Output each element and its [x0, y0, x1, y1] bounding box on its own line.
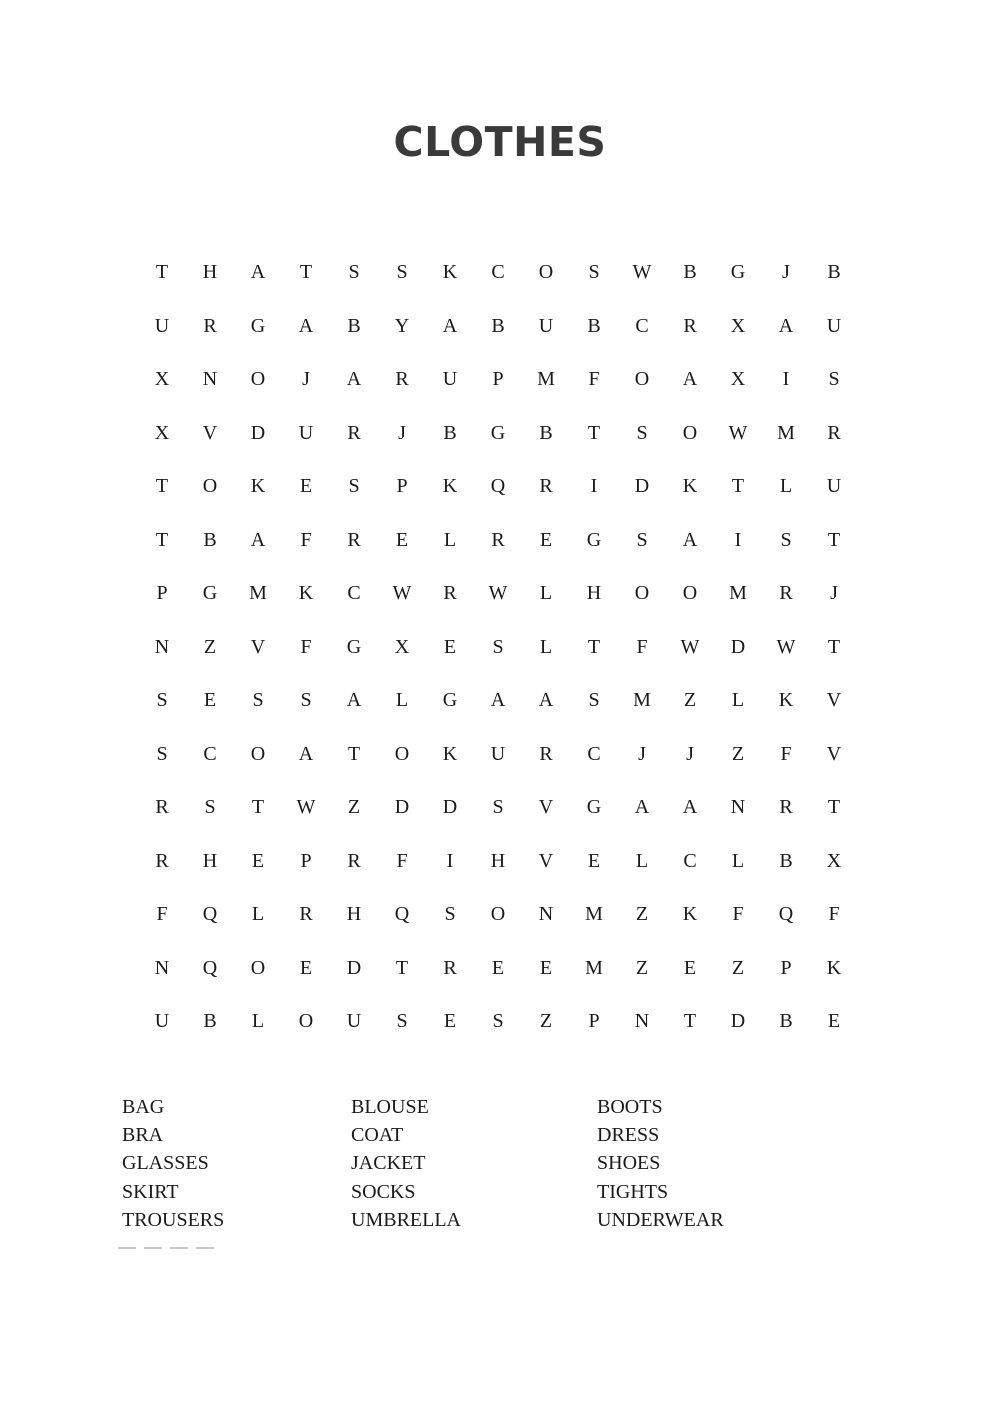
grid-cell[interactable]: E [683, 956, 697, 979]
grid-cell[interactable]: T [347, 742, 361, 765]
grid-cell[interactable]: R [683, 314, 697, 337]
grid-cell[interactable]: L [539, 635, 553, 658]
grid-cell[interactable]: O [250, 368, 266, 391]
grid-cell[interactable]: M [537, 368, 555, 391]
grid-cell[interactable]: A [778, 314, 794, 337]
grid-cell[interactable]: V [826, 742, 842, 765]
grid-cell[interactable]: R [155, 796, 169, 819]
word-list-item: SHOES [597, 1152, 661, 1175]
grid-cell[interactable]: T [251, 796, 265, 819]
grid-cell[interactable]: D [634, 475, 650, 498]
grid-cell[interactable]: N [154, 635, 170, 658]
grid-cell[interactable]: N [538, 903, 554, 926]
grid-cell[interactable]: R [443, 956, 457, 979]
word-list-item: BRA [122, 1124, 164, 1147]
grid-cell[interactable]: S [588, 689, 600, 712]
grid-cell[interactable]: S [636, 528, 648, 551]
grid-cell[interactable]: T [155, 475, 169, 498]
grid-cell[interactable]: U [826, 475, 842, 498]
grid-cell[interactable]: A [250, 261, 266, 284]
grid-cell[interactable]: O [682, 582, 698, 605]
grid-cell[interactable]: F [636, 635, 648, 658]
grid-cell[interactable]: S [636, 421, 648, 444]
grid-cell[interactable]: O [202, 475, 218, 498]
grid-cell[interactable]: Q [202, 903, 218, 926]
grid-cell[interactable]: F [396, 849, 408, 872]
grid-cell[interactable]: E [299, 956, 313, 979]
grid-cell[interactable]: E [491, 956, 505, 979]
grid-cell[interactable]: E [827, 1010, 841, 1033]
grid-cell[interactable]: A [298, 742, 314, 765]
grid-cell[interactable]: U [154, 314, 170, 337]
grid-cell[interactable]: R [491, 528, 505, 551]
grid-cell[interactable]: A [442, 314, 458, 337]
grid-cell[interactable]: S [780, 528, 792, 551]
grid-cell[interactable]: V [250, 635, 266, 658]
grid-cell[interactable]: H [346, 903, 362, 926]
grid-cell[interactable]: J [638, 742, 646, 765]
grid-cell[interactable]: G [346, 635, 362, 658]
grid-cell[interactable]: S [396, 1010, 408, 1033]
grid-cell[interactable]: K [250, 475, 266, 498]
grid-cell[interactable]: K [682, 475, 698, 498]
grid-cell[interactable]: T [155, 261, 169, 284]
grid-cell[interactable]: A [250, 528, 266, 551]
word-list-item: UNDERWEAR [597, 1208, 724, 1231]
grid-cell[interactable]: O [634, 582, 650, 605]
grid-cell[interactable]: D [250, 421, 266, 444]
grid-cell[interactable]: U [346, 1010, 362, 1033]
word-list-item: UMBRELLA [351, 1208, 461, 1231]
grid-cell[interactable]: S [348, 261, 360, 284]
grid-cell[interactable]: O [250, 956, 266, 979]
grid-cell[interactable]: G [442, 689, 458, 712]
grid-cell[interactable]: C [347, 582, 361, 605]
grid-cell[interactable]: S [444, 903, 456, 926]
grid-cell[interactable]: K [442, 261, 458, 284]
grid-cell[interactable]: U [826, 314, 842, 337]
blank-line [118, 1247, 136, 1249]
grid-cell[interactable]: U [154, 1010, 170, 1033]
grid-cell[interactable]: P [396, 475, 408, 498]
grid-cell[interactable]: R [347, 421, 361, 444]
grid-cell[interactable]: B [491, 314, 505, 337]
grid-cell[interactable]: E [443, 1010, 457, 1033]
grid-cell[interactable]: L [635, 849, 649, 872]
grid-cell[interactable]: D [730, 1010, 746, 1033]
grid-cell[interactable]: F [156, 903, 168, 926]
grid-cell[interactable]: L [731, 689, 745, 712]
grid-cell[interactable]: G [202, 582, 218, 605]
grid-cell[interactable]: E [203, 689, 217, 712]
grid-cell[interactable]: G [730, 261, 746, 284]
grid-cell[interactable]: S [348, 475, 360, 498]
grid-cell[interactable]: L [779, 475, 793, 498]
grid-cell[interactable]: L [251, 1010, 265, 1033]
word-list-item: BAG [122, 1096, 165, 1118]
grid-cell[interactable]: Z [683, 689, 697, 712]
grid-cell[interactable]: D [442, 796, 458, 819]
grid-cell[interactable]: N [730, 796, 746, 819]
blank-line [144, 1247, 162, 1249]
grid-cell[interactable]: I [782, 368, 790, 391]
grid-cell[interactable]: X [154, 368, 170, 391]
grid-cell[interactable]: A [634, 796, 650, 819]
page-title: CLOTHES [393, 118, 607, 166]
grid-cell[interactable]: J [830, 582, 838, 605]
grid-cell[interactable]: A [682, 368, 698, 391]
grid-cell[interactable]: V [538, 796, 554, 819]
grid-cell[interactable]: T [155, 528, 169, 551]
grid-cell[interactable]: S [204, 796, 216, 819]
word-list-item: BLOUSE [351, 1096, 429, 1118]
grid-cell[interactable]: B [779, 849, 793, 872]
grid-cell[interactable]: Y [394, 314, 410, 337]
grid-cell[interactable]: T [587, 421, 601, 444]
grid-cell[interactable]: O [538, 261, 554, 284]
grid-cell[interactable]: T [827, 635, 841, 658]
grid-cell[interactable]: T [827, 528, 841, 551]
grid-cell[interactable]: Z [203, 635, 217, 658]
grid-cell[interactable]: D [394, 796, 410, 819]
grid-cell[interactable]: S [828, 368, 840, 391]
grid-cell[interactable]: G [586, 528, 602, 551]
grid-cell[interactable]: U [298, 421, 314, 444]
grid-cell[interactable]: Q [394, 903, 410, 926]
grid-cell[interactable]: D [730, 635, 746, 658]
grid-cell[interactable]: B [347, 314, 361, 337]
grid-cell[interactable]: B [203, 1010, 217, 1033]
grid-cell[interactable]: A [490, 689, 506, 712]
grid-cell[interactable]: Q [490, 475, 506, 498]
word-list-item: JACKET [351, 1152, 426, 1175]
grid-cell[interactable]: W [728, 421, 748, 444]
grid-cell[interactable]: K [682, 903, 698, 926]
grid-cell[interactable]: X [394, 635, 410, 658]
grid-cell[interactable]: K [442, 742, 458, 765]
grid-cell[interactable]: C [635, 314, 649, 337]
grid-cell[interactable]: O [634, 368, 650, 391]
grid-cell[interactable]: S [492, 796, 504, 819]
grid-cell[interactable]: J [686, 742, 694, 765]
grid-cell[interactable]: X [730, 368, 746, 391]
grid-cell[interactable]: J [398, 421, 406, 444]
grid-cell[interactable]: R [539, 475, 553, 498]
grid-cell[interactable]: R [155, 849, 169, 872]
grid-cell[interactable]: R [443, 582, 457, 605]
grid-cell[interactable]: J [782, 261, 790, 284]
grid-cell[interactable]: L [443, 528, 457, 551]
grid-cell[interactable]: J [302, 368, 310, 391]
grid-cell[interactable]: K [778, 689, 794, 712]
grid-cell[interactable]: S [492, 1010, 504, 1033]
grid-cell[interactable]: F [828, 903, 840, 926]
grid-cell[interactable]: W [488, 582, 508, 605]
grid-cell[interactable]: I [590, 475, 598, 498]
grid-cell[interactable]: S [156, 689, 168, 712]
grid-cell[interactable]: R [539, 742, 553, 765]
word-list-item: TIGHTS [597, 1180, 669, 1203]
grid-cell[interactable]: B [203, 528, 217, 551]
grid-cell[interactable]: R [395, 368, 409, 391]
grid-cell[interactable]: S [300, 689, 312, 712]
grid-cell[interactable]: R [203, 314, 217, 337]
grid-cell[interactable]: U [490, 742, 506, 765]
grid-cell[interactable]: Z [731, 956, 745, 979]
grid-cell[interactable]: L [251, 903, 265, 926]
grid-cell[interactable]: T [731, 475, 745, 498]
grid-cell[interactable]: F [588, 368, 600, 391]
grid-cell[interactable]: T [395, 956, 409, 979]
grid-cell[interactable]: E [539, 528, 553, 551]
grid-cell[interactable]: Z [635, 903, 649, 926]
word-list-item: BOOTS [597, 1096, 663, 1118]
grid-cell[interactable]: C [491, 261, 505, 284]
grid-cell[interactable]: P [588, 1010, 600, 1033]
letter-grid [138, 246, 858, 1049]
grid-cell[interactable]: C [683, 849, 697, 872]
grid-cell[interactable]: X [730, 314, 746, 337]
grid-cell[interactable]: F [300, 528, 312, 551]
grid-cell[interactable]: A [298, 314, 314, 337]
grid-cell[interactable]: R [779, 582, 793, 605]
grid-cell[interactable]: E [443, 635, 457, 658]
grid-cell[interactable]: N [202, 368, 218, 391]
grid-cell[interactable]: O [490, 903, 506, 926]
grid-cell[interactable]: A [682, 796, 698, 819]
grid-cell[interactable]: B [779, 1010, 793, 1033]
grid-cell[interactable]: G [586, 796, 602, 819]
grid-cell[interactable]: Z [539, 1010, 553, 1033]
word-list-item: SOCKS [351, 1180, 416, 1203]
grid-cell[interactable]: S [396, 261, 408, 284]
grid-cell[interactable]: B [539, 421, 553, 444]
grid-cell[interactable]: G [490, 421, 506, 444]
grid-cell[interactable]: H [490, 849, 506, 872]
grid-cell[interactable]: F [780, 742, 792, 765]
word-list-item: SKIRT [122, 1180, 179, 1203]
grid-cell[interactable]: B [683, 261, 697, 284]
grid-cell[interactable]: T [827, 796, 841, 819]
grid-cell[interactable]: R [347, 849, 361, 872]
grid-cell[interactable]: O [394, 742, 410, 765]
grid-cell[interactable]: U [442, 368, 458, 391]
grid-cell[interactable]: W [392, 582, 412, 605]
word-list-item: TROUSERS [122, 1208, 225, 1231]
grid-cell[interactable]: S [252, 689, 264, 712]
grid-cell[interactable]: L [539, 582, 553, 605]
grid-cell[interactable]: Q [778, 903, 794, 926]
grid-cell[interactable]: R [827, 421, 841, 444]
grid-cell[interactable]: T [683, 1010, 697, 1033]
grid-cell[interactable]: N [634, 1010, 650, 1033]
grid-cell[interactable]: A [682, 528, 698, 551]
grid-cell[interactable]: M [585, 956, 603, 979]
word-list-item: DRESS [597, 1124, 660, 1147]
grid-cell[interactable]: F [732, 903, 744, 926]
grid-cell[interactable]: E [539, 956, 553, 979]
grid-cell[interactable]: Z [347, 796, 361, 819]
grid-cell[interactable]: B [587, 314, 601, 337]
grid-cell[interactable]: E [395, 528, 409, 551]
grid-cell[interactable]: E [251, 849, 265, 872]
grid-cell[interactable]: L [731, 849, 745, 872]
grid-cell[interactable]: S [492, 635, 504, 658]
grid-cell[interactable]: I [446, 849, 454, 872]
grid-cell[interactable]: Z [731, 742, 745, 765]
grid-cell[interactable]: X [154, 421, 170, 444]
grid-cell[interactable]: O [682, 421, 698, 444]
grid-cell[interactable]: W [296, 796, 316, 819]
grid-cell[interactable]: R [299, 903, 313, 926]
grid-cell[interactable]: C [587, 742, 601, 765]
word-list-item: COAT [351, 1124, 404, 1147]
grid-cell[interactable]: G [250, 314, 266, 337]
grid-cell[interactable]: E [299, 475, 313, 498]
grid-cell[interactable]: F [300, 635, 312, 658]
grid-cell[interactable]: D [346, 956, 362, 979]
grid-cell[interactable]: T [587, 635, 601, 658]
grid-cell[interactable]: K [826, 956, 842, 979]
grid-cell[interactable]: L [395, 689, 409, 712]
grid-cell[interactable]: B [443, 421, 457, 444]
grid-cell[interactable]: T [299, 261, 313, 284]
grid-cell[interactable]: Q [202, 956, 218, 979]
grid-cell[interactable]: M [633, 689, 651, 712]
grid-cell[interactable]: P [780, 956, 792, 979]
grid-cell[interactable]: C [203, 742, 217, 765]
grid-cell[interactable]: U [538, 314, 554, 337]
grid-cell[interactable]: S [588, 261, 600, 284]
grid-cell[interactable]: W [776, 635, 796, 658]
grid-cell[interactable]: A [346, 368, 362, 391]
grid-cell[interactable]: P [492, 368, 504, 391]
grid-cell[interactable]: H [202, 261, 218, 284]
grid-cell[interactable]: R [347, 528, 361, 551]
grid-cell[interactable]: V [202, 421, 218, 444]
grid-cell[interactable]: R [779, 796, 793, 819]
blank-lines [118, 1247, 214, 1249]
grid-cell[interactable]: M [729, 582, 747, 605]
grid-cell[interactable]: K [442, 475, 458, 498]
grid-cell[interactable]: S [156, 742, 168, 765]
grid-cell[interactable]: W [680, 635, 700, 658]
grid-cell[interactable]: A [538, 689, 554, 712]
grid-cell[interactable]: O [298, 1010, 314, 1033]
grid-cell[interactable]: P [300, 849, 312, 872]
word-list [122, 1093, 882, 1234]
grid-cell[interactable]: M [777, 421, 795, 444]
grid-cell[interactable]: M [585, 903, 603, 926]
grid-cell[interactable]: V [826, 689, 842, 712]
grid-cell[interactable]: X [826, 849, 842, 872]
grid-cell[interactable]: V [538, 849, 554, 872]
word-list-item: GLASSES [122, 1152, 209, 1175]
grid-cell[interactable]: K [298, 582, 314, 605]
grid-cell[interactable]: P [156, 582, 168, 605]
blank-line [196, 1247, 214, 1249]
grid-cell[interactable]: W [632, 261, 652, 284]
grid-cell[interactable]: N [154, 956, 170, 979]
grid-cell[interactable]: O [250, 742, 266, 765]
grid-cell[interactable]: H [202, 849, 218, 872]
grid-cell[interactable]: Z [635, 956, 649, 979]
grid-cell[interactable]: E [587, 849, 601, 872]
grid-cell[interactable]: B [827, 261, 841, 284]
grid-cell[interactable]: I [734, 528, 742, 551]
grid-cell[interactable]: A [346, 689, 362, 712]
blank-line [170, 1247, 188, 1249]
grid-cell[interactable]: H [586, 582, 602, 605]
grid-cell[interactable]: M [249, 582, 267, 605]
